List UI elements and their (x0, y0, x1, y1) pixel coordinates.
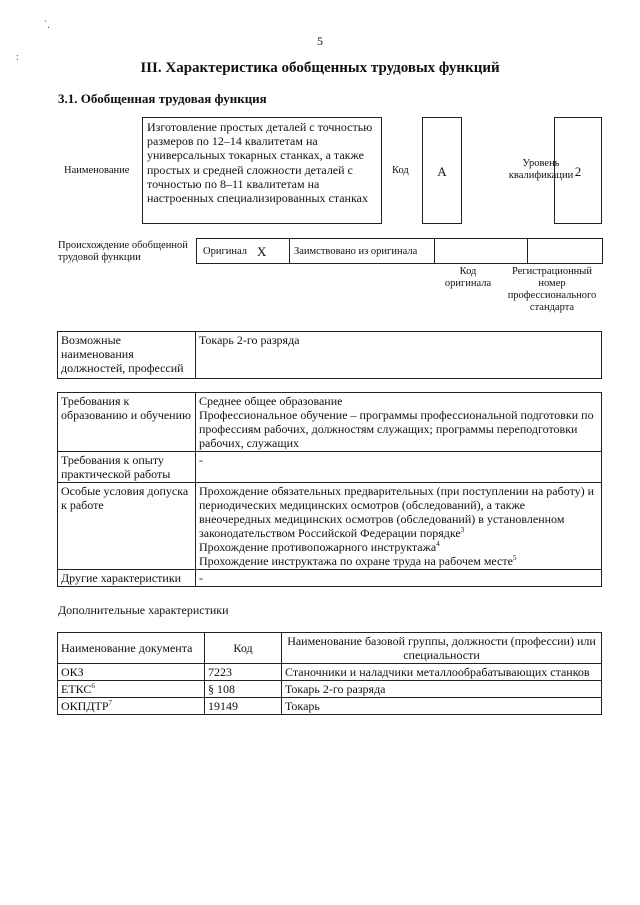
positions-value: Токарь 2-го разряда (196, 332, 602, 379)
doc-cell: ЕТКС$^6$ (58, 681, 205, 698)
header-document: Наименование документа (58, 633, 205, 664)
scan-mark: `. (44, 20, 50, 31)
header-code: Код (205, 633, 282, 664)
reg-number-label: Регистрационный номер профессионального стандарта (507, 266, 597, 313)
original-cell (196, 238, 290, 264)
education-line: Среднее общее образование (199, 394, 343, 408)
education-value (196, 393, 602, 452)
page-number: 5 (317, 34, 323, 48)
table-row (58, 483, 602, 570)
education-line: Профессиональное обучение – программы профессиональной подготовки по профессиям рабочих, должностям служащих; программы переподготовки рабочих, служащих (199, 408, 594, 450)
code-value-box: A (422, 117, 462, 224)
conditions-value (196, 483, 602, 570)
group-cell: Станочники и наладчики металлообрабатывающих станков (282, 664, 602, 681)
scan-mark: : (16, 52, 19, 63)
section-title: III. Характеристика обобщенных трудовых функций (140, 60, 500, 76)
footnote-ref: 5 (512, 554, 517, 562)
header-group: Наименование базовой группы, должности (профессии) или специальности (282, 633, 602, 664)
code-original-label: Код оригинала (444, 266, 492, 289)
conditions-label: Особые условия допуска к работе (58, 483, 196, 570)
level-value-box: 2 (554, 117, 602, 224)
original-mark: X (257, 244, 267, 259)
positions-label: Возможные наименования должностей, профессий (58, 332, 196, 379)
table-row (58, 633, 602, 664)
code-label: Код (392, 165, 409, 176)
table-row (58, 698, 602, 715)
experience-label: Требования к опыту практической работы (58, 452, 196, 483)
table-row (58, 393, 602, 452)
footnote-ref: 4 (436, 540, 440, 548)
group-cell: Токарь (282, 698, 602, 715)
positions-table (57, 331, 602, 379)
education-label: Требования к образованию и обучению (58, 393, 196, 452)
other-label: Другие характеристики (58, 570, 196, 587)
table-row (58, 681, 602, 698)
other-value: - (196, 570, 602, 587)
footnote-ref: 3 (460, 526, 465, 534)
table-row (58, 452, 602, 483)
borrowed-cell: Заимствовано из оригинала (289, 238, 435, 264)
conditions-line: Прохождение обязательных предварительных (при поступлении на работу) и периодических медицинских осмотров (обследований), а также внеочередных медицинских осмотров (обследований) в установленном законодательством Российской Федерации порядке$^3$ (199, 484, 595, 540)
code-original-cell (434, 238, 528, 264)
table-row (58, 570, 602, 587)
code-cell: 19149 (205, 698, 282, 715)
code-cell: § 108 (205, 681, 282, 698)
subsection-title: 3.1. Обобщенная трудовая функция (58, 91, 267, 106)
conditions-line: Прохождение инструктажа по охране труда на рабочем месте$^5$ (199, 554, 517, 568)
table-row (58, 332, 602, 379)
level-label: Уровень квалификации (508, 158, 574, 181)
function-name-box: Изготовление простых деталей с точностью размеров по 12–14 квалитетам на универсальных токарных станках, а также простых и средней сложности деталей с точностью по 8–11 квалитетам на настроенных специализированных станках (142, 117, 382, 224)
code-cell: 7223 (205, 664, 282, 681)
origin-label: Происхождение обобщенной трудовой функции (58, 240, 188, 263)
additional-table (57, 632, 602, 715)
requirements-table (57, 392, 602, 587)
reg-number-cell (527, 238, 603, 264)
experience-value: - (196, 452, 602, 483)
conditions-line: Прохождение противопожарного инструктажа$^4$ (199, 540, 440, 554)
table-row (58, 664, 602, 681)
doc-cell: ОКЗ (58, 664, 205, 681)
additional-title: Дополнительные характеристики (58, 603, 229, 617)
original-label: Оригинал (203, 246, 247, 257)
doc-cell: ОКПДТР$^7$ (58, 698, 205, 715)
name-label: Наименование (64, 165, 130, 176)
group-cell: Токарь 2-го разряда (282, 681, 602, 698)
